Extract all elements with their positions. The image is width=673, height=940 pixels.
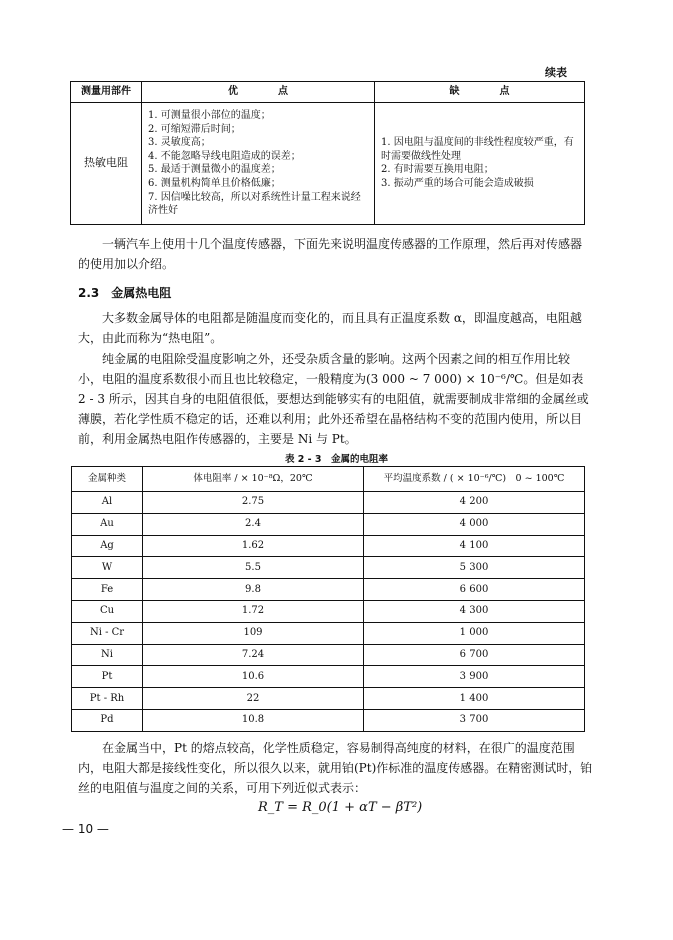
- advantage-item: 2. 可缩短滞后时间；: [148, 123, 241, 135]
- table-caption: 表 2 - 3 金属的电阻率: [284, 454, 389, 465]
- metal-cell: Pt - Rh: [72, 688, 143, 710]
- header-temp-coefficient: 平均温度系数 / ( × 10⁻⁶/℃) 0 ~ 100℃: [364, 467, 585, 492]
- resistivity-cell: 7.24: [143, 644, 364, 666]
- advantage-item: 4. 不能忽略导线电阻造成的误差；: [148, 150, 301, 162]
- continued-table-note: 续表: [545, 66, 567, 79]
- disadvantage-item: 2. 有时需要互换用电阻；: [381, 164, 494, 176]
- table-row: [72, 600, 585, 622]
- table-row: [72, 557, 585, 579]
- advantage-item: 5. 最适于测量微小的温度差；: [148, 164, 281, 176]
- metal-cell: Pd: [72, 709, 143, 731]
- disadvantages-list: [381, 136, 580, 190]
- temp-coefficient-cell: 4 000: [364, 513, 585, 535]
- advantage-item: 7. 因信噪比较高，所以对系统性计量工程来说经济性好: [148, 191, 361, 217]
- resistivity-cell: 1.62: [143, 535, 364, 557]
- resistivity-table-header: [72, 467, 585, 492]
- formula: R_T = R_0(1 + αT − βT²): [258, 800, 423, 815]
- temp-coefficient-cell: 4 100: [364, 535, 585, 557]
- resistivity-cell: 10.6: [143, 666, 364, 688]
- resistivity-cell: 9.8: [143, 579, 364, 601]
- disadvantage-item: 3. 振动严重的场合可能会造成破损: [381, 177, 534, 189]
- paragraph-platinum: 在金属当中，Pt 的熔点较高，化学性质稳定，容易制得高纯度的材料，在很广的温度范围内，电阻大都是接线性变化，所以很久以来，就用铂(Pt)作标准的温度传感器。在精密测试时，铂丝的电阻值与温度之间的关系，可用下列近似式表示：: [78, 741, 593, 795]
- temp-coefficient-cell: 4 300: [364, 600, 585, 622]
- header-advantages: 优 点: [142, 82, 375, 103]
- paragraph-intro: 一辆汽车上使用十几个温度传感器，下面先来说明温度传感器的工作原理，然后再对传感器的使用加以介绍。: [78, 237, 583, 271]
- temp-coefficient-cell: 3 700: [364, 709, 585, 731]
- advantage-item: 3. 灵敏度高；: [148, 137, 211, 149]
- table-row: [72, 688, 585, 710]
- temp-coefficient-cell: 1 400: [364, 688, 585, 710]
- resistivity-table: [71, 466, 585, 732]
- part-name: 热敏电阻: [71, 103, 142, 225]
- temp-coefficient-cell: 4 200: [364, 492, 585, 514]
- temp-coefficient-cell: 3 900: [364, 666, 585, 688]
- table-row: [72, 622, 585, 644]
- metal-cell: Ni: [72, 644, 143, 666]
- resistivity-cell: 2.75: [143, 492, 364, 514]
- table-row: [72, 513, 585, 535]
- advantage-item: 1. 可测量很小部位的温度；: [148, 110, 271, 121]
- resistivity-cell: 22: [143, 688, 364, 710]
- header-part: 测量用部件: [71, 82, 142, 103]
- disadvantage-item: 1. 因电阻与温度间的非线性程度较严重，有时需要做线性处理: [381, 137, 574, 162]
- metal-cell: Al: [72, 492, 143, 514]
- temp-coefficient-cell: 6 700: [364, 644, 585, 666]
- table-row: [72, 535, 585, 557]
- resistivity-cell: 2.4: [143, 513, 364, 535]
- advantages-list: [148, 109, 370, 218]
- metal-cell: Au: [72, 513, 143, 535]
- table-row: [72, 644, 585, 666]
- metal-cell: Fe: [72, 579, 143, 601]
- disadvantages-cell: [375, 103, 585, 225]
- section-title: 2.3 金属热电阻: [78, 286, 172, 300]
- resistivity-cell: 1.72: [143, 600, 364, 622]
- header-disadvantages: 缺 点: [375, 82, 585, 103]
- temp-coefficient-cell: 1 000: [364, 622, 585, 644]
- temp-coefficient-cell: 5 300: [364, 557, 585, 579]
- advantages-cell: [142, 103, 375, 225]
- temp-coefficient-cell: 6 600: [364, 579, 585, 601]
- resistivity-cell: 109: [143, 622, 364, 644]
- metal-cell: Ag: [72, 535, 143, 557]
- header-resistivity: 体电阻率 / × 10⁻⁸Ω，20℃: [143, 467, 364, 492]
- comparison-table-row: [71, 103, 585, 225]
- comparison-table-header: [71, 82, 585, 103]
- metal-cell: Cu: [72, 600, 143, 622]
- metal-cell: Pt: [72, 666, 143, 688]
- comparison-table: [70, 81, 585, 225]
- paragraph-metal-resistance: 大多数金属导体的电阻都是随温度而变化的，而且具有正温度系数 α，即温度越高，电阻越大，由此而称为“热电阻”。: [78, 311, 582, 345]
- metal-cell: W: [72, 557, 143, 579]
- paragraph-pure-metal: 纯金属的电阻除受温度影响之外，还受杂质含量的影响。这两个因素之间的相互作用比较小，电阻的温度系数很小而且也比较稳定，一般精度为(3 000 ~ 7 000) × 10⁻⁶/℃。但是如表 2 - 3 所示，因其自身的电阻值很低，要想达到能够实有的电阻值，就需要制成非常细的金属丝或薄膜，若化学性质不稳定的话，还难以利用；此外还希望在晶格结构不变的范围内使用，所以目前，利用金属热电阻作传感器的，主要是 Ni 与 Pt。: [78, 352, 589, 446]
- metal-cell: Ni - Cr: [72, 622, 143, 644]
- advantage-item: 6. 测量机构简单且价格低廉；: [148, 177, 281, 189]
- table-row: [72, 579, 585, 601]
- table-row: [72, 666, 585, 688]
- resistivity-cell: 10.8: [143, 709, 364, 731]
- page-number: — 10 —: [62, 822, 109, 836]
- table-row: [72, 709, 585, 731]
- header-metal: 金属种类: [72, 467, 143, 492]
- resistivity-cell: 5.5: [143, 557, 364, 579]
- resistivity-table-body: [72, 492, 585, 732]
- table-row: [72, 492, 585, 514]
